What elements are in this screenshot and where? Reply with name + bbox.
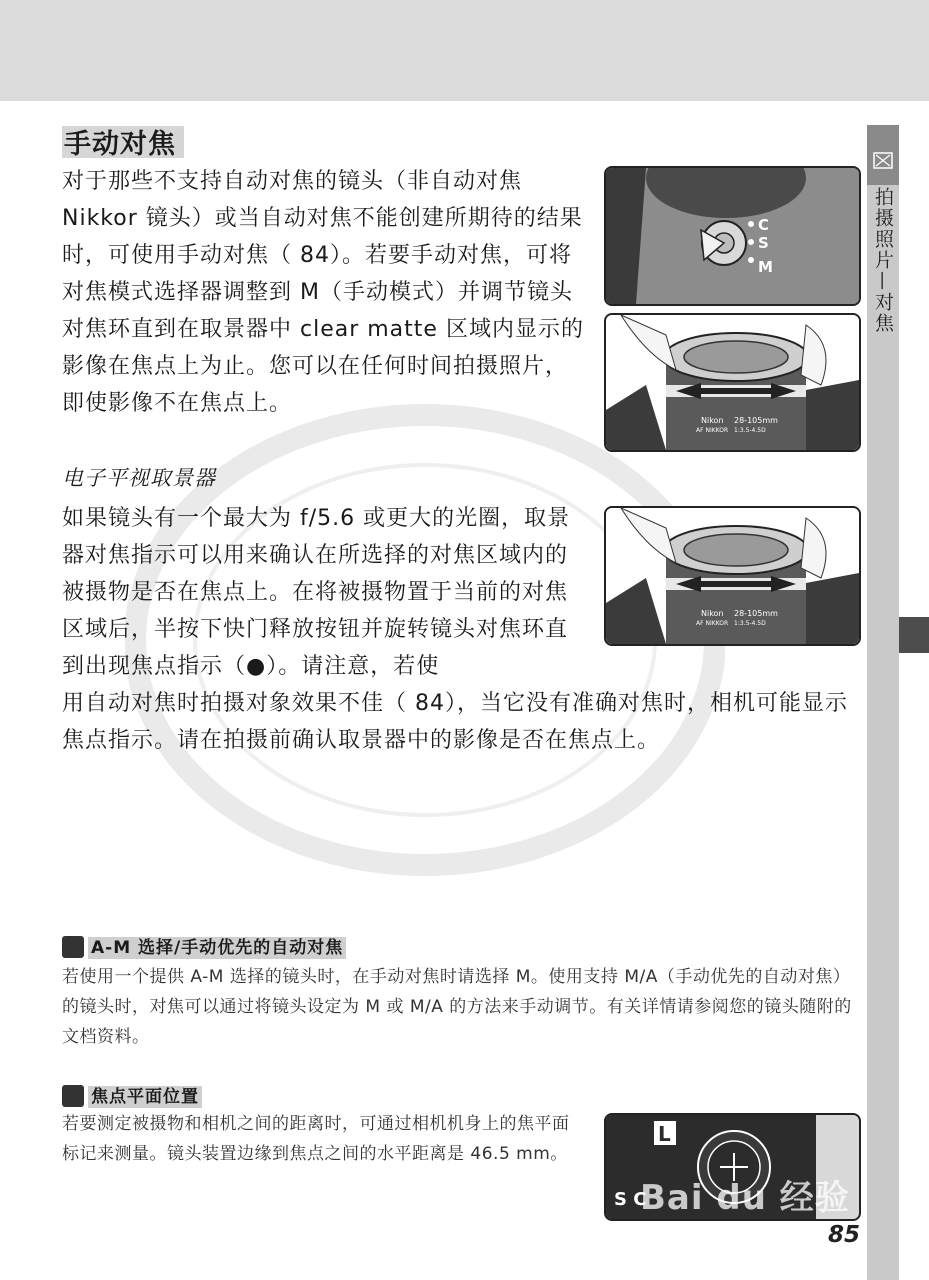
lens-brand: Nikon xyxy=(701,416,724,425)
lens-focus-ring-photo-2 xyxy=(604,506,861,646)
note-am-text: 若使用一个提供 A-M 选择的镜头时，在手动对焦时请选择 M。使用支持 M/A（手动优先的自动对焦）的镜头时，对焦可以通过将镜头设定为 M 或 M/A 的方法来手动调节。有关详情请参阅您的镜头随附的文档资料。 xyxy=(62,967,852,1047)
watermark-logo: Bai du 经验 xyxy=(640,1178,850,1218)
selector-label-m: M xyxy=(758,258,773,276)
top-band xyxy=(0,0,929,101)
camera-label-sc: S C xyxy=(614,1189,647,1210)
camera-tab-icon xyxy=(873,150,893,170)
sidebar-section-label: 拍摄照片—对焦 xyxy=(872,187,894,334)
page-number: 85 xyxy=(828,1222,861,1248)
viewfinder-paragraph-continued: 用自动对焦时拍摄对象效果不佳（ 84），当它没有准确对焦时，相机可能显示焦点指示。请在拍摄前确认取景器中的影像是否在焦点上。 xyxy=(62,691,848,753)
selector-label-c: C xyxy=(758,216,770,234)
focus-mode-selector-photo xyxy=(604,166,861,306)
note-focal-plane-heading xyxy=(62,1082,202,1107)
note-focal-plane-title: 焦点平面位置 xyxy=(88,1086,202,1108)
pencil-note-icon xyxy=(62,936,84,958)
note-focal-plane-text: 若要测定被摄物和相机之间的距离时，可通过相机机身上的焦平面标记来测量。镜头装置边缘到焦点之间的水平距离是 46.5 mm。 xyxy=(62,1114,570,1164)
pencil-note-icon xyxy=(62,1085,84,1107)
lens-focal: 28-105mm xyxy=(734,416,778,425)
lens-aperture: 1:3.5-4.5D xyxy=(734,427,766,434)
watermark-url: jingyan.baidu.com xyxy=(668,1222,807,1240)
thumb-index-tab xyxy=(899,617,929,653)
lens-focal-2: 28-105mm xyxy=(734,609,778,618)
lens-brand-2: Nikon xyxy=(701,609,724,618)
note-am-title: A-M 选择/手动优先的自动对焦 xyxy=(88,937,346,959)
lens-focus-ring-photo xyxy=(604,313,861,452)
intro-paragraph: 对于那些不支持自动对焦的镜头（非自动对焦 Nikkor 镜头）或当自动对焦不能创建所期待的结果时，可使用手动对焦（ 84）。若要手动对焦，可将对焦模式选择器调整到 M（手动模式）并调节镜头对焦环直到在取景器中 clear matte 区域内显示的影像在焦点上为止。您可以在任何时间拍摄照片，即使影像不在焦点上。 xyxy=(62,169,584,416)
note-am-heading xyxy=(62,933,346,958)
viewfinder-paragraph: 如果镜头有一个最大为 f/5.6 或更大的光圈，取景器对焦指示可以用来确认在所选择的对焦区域内的被摄物是否在焦点上。在将被摄物置于当前的对焦区域后，半按下快门释放按钮并旋转镜头对焦环直到出现焦点指示（●）。请注意，若使 xyxy=(62,506,571,679)
lens-aperture-2: 1:3.5-4.5D xyxy=(734,620,766,627)
page-title: 手动对焦 xyxy=(64,129,176,160)
subheading: 电子平视取景器 xyxy=(62,466,216,490)
lens-model-2: AF NIKKOR xyxy=(696,620,729,627)
lens-model: AF NIKKOR xyxy=(696,427,729,434)
camera-label-l: L xyxy=(658,1122,671,1146)
selector-label-s: S xyxy=(758,234,769,252)
